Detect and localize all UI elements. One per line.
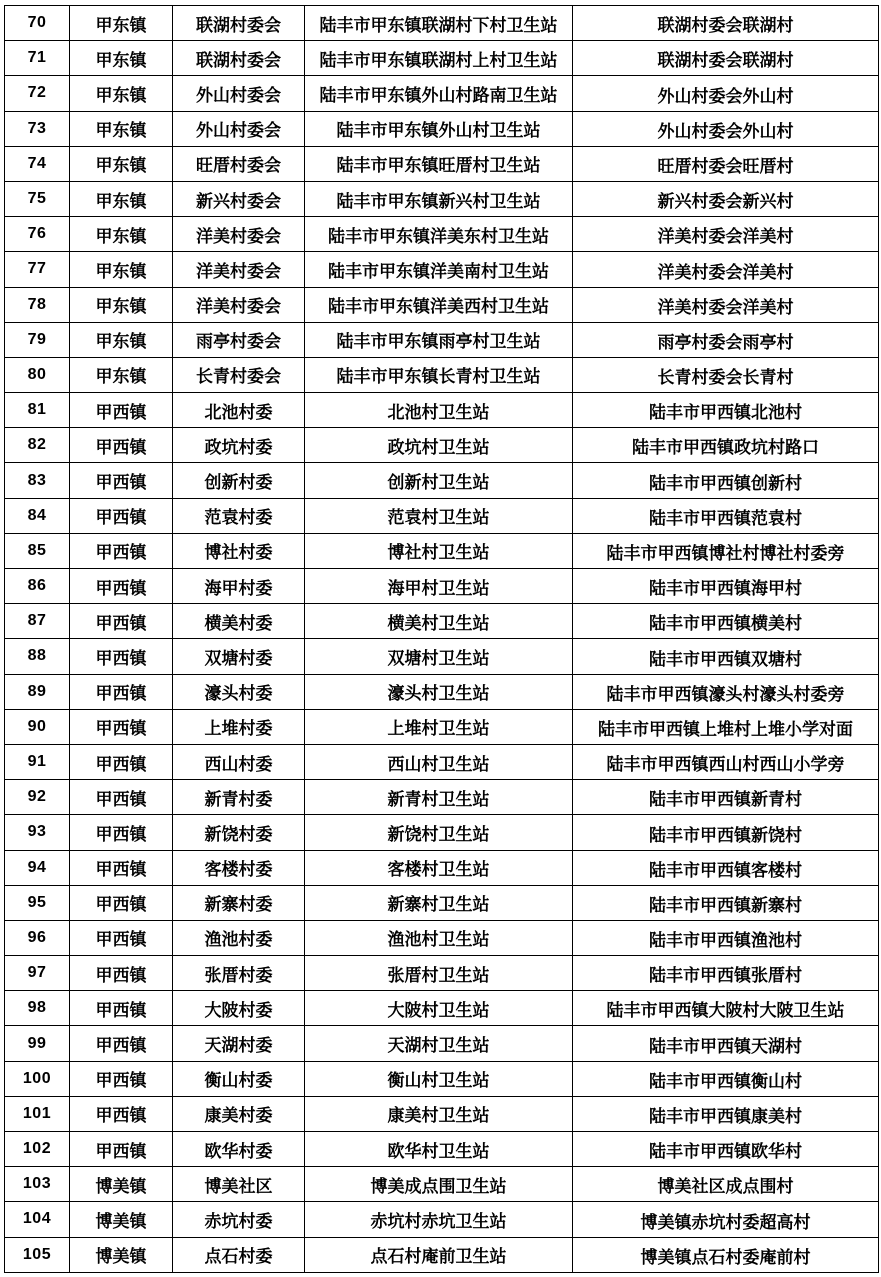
serial-number-cell: 71	[5, 41, 70, 76]
health-station-name-cell: 横美村卫生站	[305, 604, 573, 639]
serial-number-cell: 93	[5, 815, 70, 850]
serial-number-cell: 100	[5, 1062, 70, 1097]
address-cell: 陆丰市甲西镇西山村西山小学旁	[573, 745, 879, 780]
town-cell: 博美镇	[70, 1238, 173, 1273]
village-committee-cell: 北池村委	[173, 393, 305, 428]
village-committee-cell: 洋美村委会	[173, 288, 305, 323]
town-cell: 甲东镇	[70, 6, 173, 41]
serial-number-cell: 95	[5, 886, 70, 921]
town-cell: 甲西镇	[70, 710, 173, 745]
health-station-name-cell: 陆丰市甲东镇洋美南村卫生站	[305, 252, 573, 287]
address-cell: 外山村委会外山村	[573, 76, 879, 111]
town-cell: 甲东镇	[70, 76, 173, 111]
serial-number-cell: 91	[5, 745, 70, 780]
town-cell: 甲东镇	[70, 182, 173, 217]
serial-number-cell: 90	[5, 710, 70, 745]
health-station-name-cell: 陆丰市甲东镇外山村卫生站	[305, 112, 573, 147]
health-station-name-cell: 康美村卫生站	[305, 1097, 573, 1132]
address-cell: 陆丰市甲西镇大陂村大陂卫生站	[573, 991, 879, 1026]
health-station-name-cell: 创新村卫生站	[305, 463, 573, 498]
town-cell: 甲西镇	[70, 745, 173, 780]
serial-number-cell: 85	[5, 534, 70, 569]
address-cell: 博美镇点石村委庵前村	[573, 1238, 879, 1273]
health-station-name-cell: 双塘村卫生站	[305, 639, 573, 674]
village-committee-cell: 洋美村委会	[173, 217, 305, 252]
village-committee-cell: 康美村委	[173, 1097, 305, 1132]
health-station-name-cell: 博美成点围卫生站	[305, 1167, 573, 1202]
serial-number-cell: 72	[5, 76, 70, 111]
address-cell: 陆丰市甲西镇政坑村路口	[573, 428, 879, 463]
serial-number-cell: 79	[5, 323, 70, 358]
address-cell: 洋美村委会洋美村	[573, 217, 879, 252]
town-cell: 甲西镇	[70, 1026, 173, 1061]
village-committee-cell: 大陂村委	[173, 991, 305, 1026]
town-cell: 甲东镇	[70, 217, 173, 252]
town-cell: 甲西镇	[70, 569, 173, 604]
town-cell: 甲西镇	[70, 1132, 173, 1167]
village-committee-cell: 西山村委	[173, 745, 305, 780]
village-committee-cell: 濠头村委	[173, 675, 305, 710]
health-station-name-cell: 客楼村卫生站	[305, 851, 573, 886]
address-cell: 陆丰市甲西镇新饶村	[573, 815, 879, 850]
village-committee-cell: 外山村委会	[173, 76, 305, 111]
village-committee-cell: 范袁村委	[173, 499, 305, 534]
town-cell: 甲西镇	[70, 815, 173, 850]
health-station-name-cell: 陆丰市甲东镇洋美西村卫生站	[305, 288, 573, 323]
town-cell: 甲西镇	[70, 393, 173, 428]
health-station-name-cell: 北池村卫生站	[305, 393, 573, 428]
address-cell: 陆丰市甲西镇北池村	[573, 393, 879, 428]
address-cell: 陆丰市甲西镇横美村	[573, 604, 879, 639]
address-cell: 新兴村委会新兴村	[573, 182, 879, 217]
health-station-name-cell: 范袁村卫生站	[305, 499, 573, 534]
village-committee-cell: 客楼村委	[173, 851, 305, 886]
village-committee-cell: 联湖村委会	[173, 6, 305, 41]
address-cell: 陆丰市甲西镇新寨村	[573, 886, 879, 921]
health-station-name-cell: 点石村庵前卫生站	[305, 1238, 573, 1273]
address-cell: 陆丰市甲西镇博社村博社村委旁	[573, 534, 879, 569]
serial-number-cell: 73	[5, 112, 70, 147]
serial-number-cell: 87	[5, 604, 70, 639]
health-station-table	[4, 5, 879, 1273]
village-committee-cell: 欧华村委	[173, 1132, 305, 1167]
address-cell: 陆丰市甲西镇范袁村	[573, 499, 879, 534]
village-committee-cell: 新寨村委	[173, 886, 305, 921]
town-cell: 甲西镇	[70, 604, 173, 639]
town-cell: 甲西镇	[70, 991, 173, 1026]
address-cell: 联湖村委会联湖村	[573, 41, 879, 76]
health-station-name-cell: 天湖村卫生站	[305, 1026, 573, 1061]
serial-number-cell: 78	[5, 288, 70, 323]
address-cell: 雨亭村委会雨亭村	[573, 323, 879, 358]
serial-number-cell: 103	[5, 1167, 70, 1202]
address-cell: 陆丰市甲西镇濠头村濠头村委旁	[573, 675, 879, 710]
health-station-name-cell: 衡山村卫生站	[305, 1062, 573, 1097]
town-cell: 甲西镇	[70, 534, 173, 569]
village-committee-cell: 渔池村委	[173, 921, 305, 956]
health-station-name-cell: 陆丰市甲东镇外山村路南卫生站	[305, 76, 573, 111]
address-cell: 陆丰市甲西镇上堆村上堆小学对面	[573, 710, 879, 745]
town-cell: 博美镇	[70, 1167, 173, 1202]
address-cell: 博美社区成点围村	[573, 1167, 879, 1202]
serial-number-cell: 84	[5, 499, 70, 534]
serial-number-cell: 94	[5, 851, 70, 886]
town-cell: 甲西镇	[70, 921, 173, 956]
address-cell: 陆丰市甲西镇衡山村	[573, 1062, 879, 1097]
address-cell: 陆丰市甲西镇创新村	[573, 463, 879, 498]
village-committee-cell: 点石村委	[173, 1238, 305, 1273]
town-cell: 甲西镇	[70, 428, 173, 463]
serial-number-cell: 92	[5, 780, 70, 815]
address-cell: 洋美村委会洋美村	[573, 288, 879, 323]
village-committee-cell: 博社村委	[173, 534, 305, 569]
health-station-name-cell: 西山村卫生站	[305, 745, 573, 780]
village-committee-cell: 创新村委	[173, 463, 305, 498]
address-cell: 陆丰市甲西镇新青村	[573, 780, 879, 815]
village-committee-cell: 博美社区	[173, 1167, 305, 1202]
serial-number-cell: 104	[5, 1202, 70, 1237]
village-committee-cell: 天湖村委	[173, 1026, 305, 1061]
serial-number-cell: 74	[5, 147, 70, 182]
village-committee-cell: 雨亭村委会	[173, 323, 305, 358]
address-cell: 陆丰市甲西镇渔池村	[573, 921, 879, 956]
serial-number-cell: 70	[5, 6, 70, 41]
village-committee-cell: 上堆村委	[173, 710, 305, 745]
village-committee-cell: 张厝村委	[173, 956, 305, 991]
serial-number-cell: 86	[5, 569, 70, 604]
serial-number-cell: 101	[5, 1097, 70, 1132]
address-cell: 陆丰市甲西镇双塘村	[573, 639, 879, 674]
health-station-name-cell: 渔池村卫生站	[305, 921, 573, 956]
town-cell: 甲西镇	[70, 886, 173, 921]
health-station-name-cell: 新青村卫生站	[305, 780, 573, 815]
town-cell: 甲东镇	[70, 112, 173, 147]
health-station-name-cell: 陆丰市甲东镇旺厝村卫生站	[305, 147, 573, 182]
health-station-name-cell: 政坑村卫生站	[305, 428, 573, 463]
village-committee-cell: 联湖村委会	[173, 41, 305, 76]
serial-number-cell: 81	[5, 393, 70, 428]
village-committee-cell: 长青村委会	[173, 358, 305, 393]
health-station-name-cell: 濠头村卫生站	[305, 675, 573, 710]
address-cell: 博美镇赤坑村委超高村	[573, 1202, 879, 1237]
serial-number-cell: 96	[5, 921, 70, 956]
health-station-name-cell: 陆丰市甲东镇长青村卫生站	[305, 358, 573, 393]
town-cell: 甲西镇	[70, 780, 173, 815]
address-cell: 联湖村委会联湖村	[573, 6, 879, 41]
address-cell: 陆丰市甲西镇海甲村	[573, 569, 879, 604]
town-cell: 甲东镇	[70, 41, 173, 76]
village-committee-cell: 双塘村委	[173, 639, 305, 674]
health-station-name-cell: 大陂村卫生站	[305, 991, 573, 1026]
health-station-name-cell: 海甲村卫生站	[305, 569, 573, 604]
serial-number-cell: 75	[5, 182, 70, 217]
village-committee-cell: 旺厝村委会	[173, 147, 305, 182]
serial-number-cell: 83	[5, 463, 70, 498]
serial-number-cell: 102	[5, 1132, 70, 1167]
village-committee-cell: 横美村委	[173, 604, 305, 639]
health-station-name-cell: 赤坑村赤坑卫生站	[305, 1202, 573, 1237]
health-station-name-cell: 博社村卫生站	[305, 534, 573, 569]
address-cell: 陆丰市甲西镇欧华村	[573, 1132, 879, 1167]
address-cell: 陆丰市甲西镇张厝村	[573, 956, 879, 991]
serial-number-cell: 77	[5, 252, 70, 287]
serial-number-cell: 105	[5, 1238, 70, 1273]
address-cell: 旺厝村委会旺厝村	[573, 147, 879, 182]
address-cell: 陆丰市甲西镇天湖村	[573, 1026, 879, 1061]
address-cell: 陆丰市甲西镇康美村	[573, 1097, 879, 1132]
town-cell: 甲东镇	[70, 358, 173, 393]
village-committee-cell: 海甲村委	[173, 569, 305, 604]
village-committee-cell: 赤坑村委	[173, 1202, 305, 1237]
health-station-name-cell: 张厝村卫生站	[305, 956, 573, 991]
serial-number-cell: 97	[5, 956, 70, 991]
health-station-name-cell: 陆丰市甲东镇新兴村卫生站	[305, 182, 573, 217]
serial-number-cell: 76	[5, 217, 70, 252]
health-station-name-cell: 陆丰市甲东镇雨亭村卫生站	[305, 323, 573, 358]
address-cell: 洋美村委会洋美村	[573, 252, 879, 287]
town-cell: 甲西镇	[70, 675, 173, 710]
town-cell: 甲西镇	[70, 639, 173, 674]
village-committee-cell: 外山村委会	[173, 112, 305, 147]
address-cell: 外山村委会外山村	[573, 112, 879, 147]
town-cell: 甲西镇	[70, 1097, 173, 1132]
serial-number-cell: 89	[5, 675, 70, 710]
serial-number-cell: 99	[5, 1026, 70, 1061]
health-station-name-cell: 陆丰市甲东镇洋美东村卫生站	[305, 217, 573, 252]
village-committee-cell: 新青村委	[173, 780, 305, 815]
village-committee-cell: 政坑村委	[173, 428, 305, 463]
health-station-name-cell: 上堆村卫生站	[305, 710, 573, 745]
town-cell: 博美镇	[70, 1202, 173, 1237]
town-cell: 甲西镇	[70, 463, 173, 498]
health-station-name-cell: 欧华村卫生站	[305, 1132, 573, 1167]
village-committee-cell: 新兴村委会	[173, 182, 305, 217]
town-cell: 甲东镇	[70, 288, 173, 323]
health-station-name-cell: 陆丰市甲东镇联湖村上村卫生站	[305, 41, 573, 76]
village-committee-cell: 洋美村委会	[173, 252, 305, 287]
serial-number-cell: 82	[5, 428, 70, 463]
town-cell: 甲西镇	[70, 851, 173, 886]
health-station-name-cell: 新饶村卫生站	[305, 815, 573, 850]
health-station-name-cell: 陆丰市甲东镇联湖村下村卫生站	[305, 6, 573, 41]
town-cell: 甲西镇	[70, 499, 173, 534]
health-station-name-cell: 新寨村卫生站	[305, 886, 573, 921]
address-cell: 陆丰市甲西镇客楼村	[573, 851, 879, 886]
town-cell: 甲东镇	[70, 147, 173, 182]
town-cell: 甲西镇	[70, 956, 173, 991]
town-cell: 甲西镇	[70, 1062, 173, 1097]
town-cell: 甲东镇	[70, 252, 173, 287]
village-committee-cell: 新饶村委	[173, 815, 305, 850]
village-committee-cell: 衡山村委	[173, 1062, 305, 1097]
serial-number-cell: 98	[5, 991, 70, 1026]
serial-number-cell: 80	[5, 358, 70, 393]
address-cell: 长青村委会长青村	[573, 358, 879, 393]
serial-number-cell: 88	[5, 639, 70, 674]
town-cell: 甲东镇	[70, 323, 173, 358]
